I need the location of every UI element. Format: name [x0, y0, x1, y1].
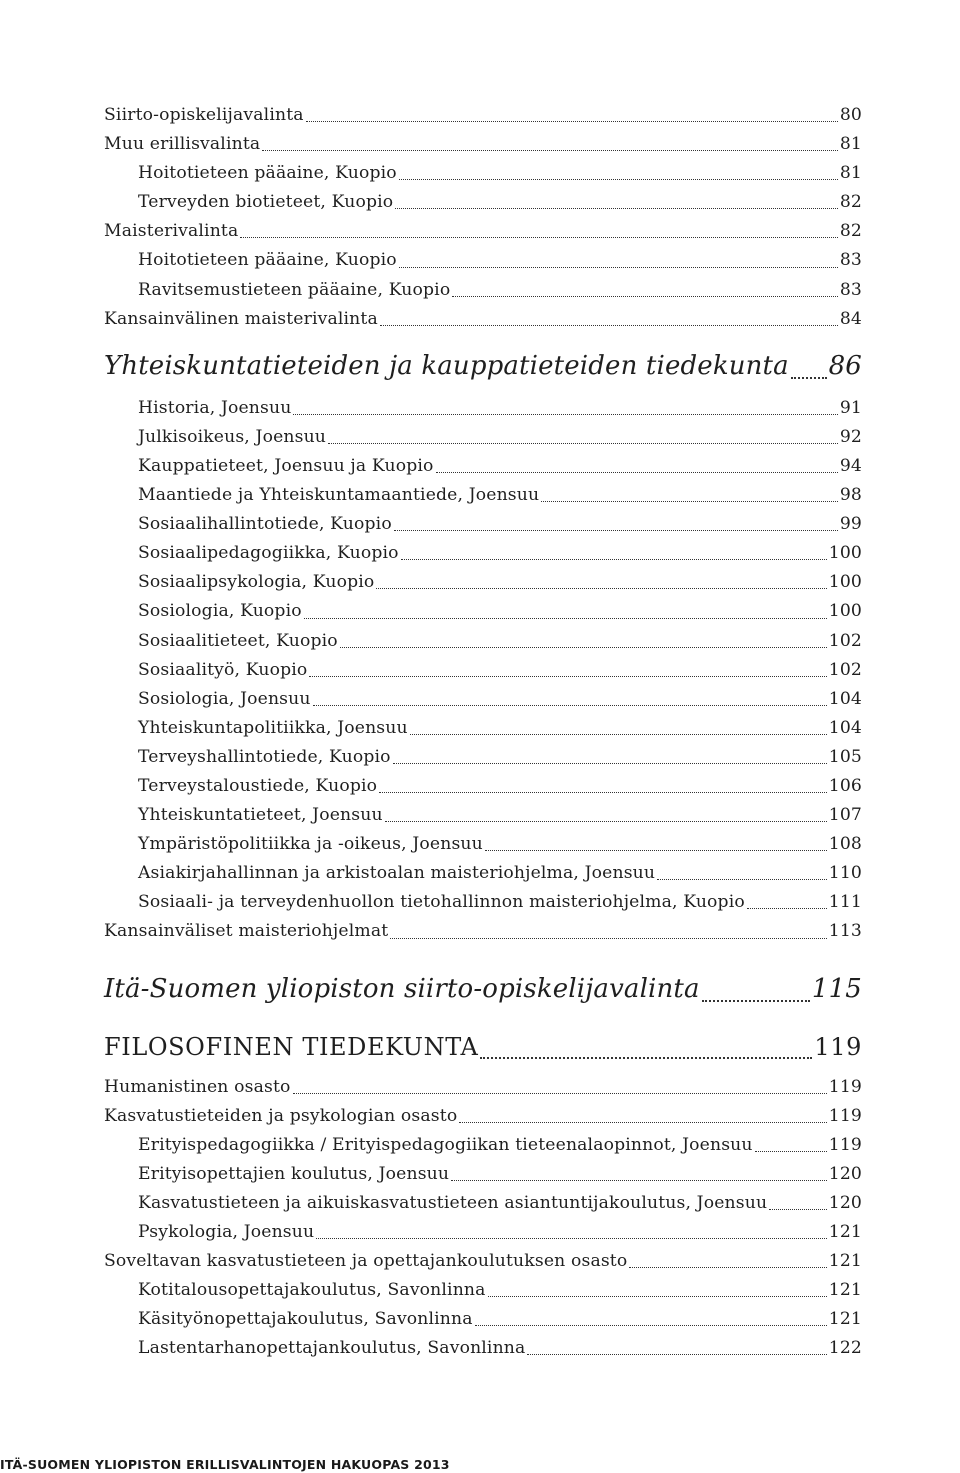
toc-entry: [104, 597, 862, 626]
toc-entry-title: Erityisopettajien koulutus, Joensuu: [138, 1163, 450, 1184]
dot-leader: [385, 801, 827, 830]
toc-page-number: 115: [811, 973, 862, 1004]
toc-entry: [104, 423, 862, 452]
dot-leader: [390, 917, 826, 946]
toc-entry-title: Siirto-opiskelijavalinta: [104, 105, 304, 125]
page-footer: ITÄ-SUOMEN YLIOPISTON ERILLISVALINTOJEN HAKUOPAS 2013: [0, 1457, 450, 1472]
toc-entry: [104, 801, 862, 830]
dot-leader: [313, 685, 827, 714]
dot-leader: [306, 101, 838, 130]
toc-entry: [104, 656, 862, 685]
dot-leader: [769, 1189, 827, 1218]
toc-page-number: 108: [828, 834, 862, 855]
toc-entry-title: Hoitotieteen pääaine, Kuopio: [138, 163, 397, 184]
toc-section-heading: [104, 338, 862, 394]
toc-entry-title: Kasvatustieteen ja aikuiskasvatustieteen asiantuntijakoulutus, Joensuu: [138, 1192, 768, 1213]
toc-entry-title: Sosiologia, Joensuu: [138, 688, 311, 709]
toc-entry-title: Kauppatieteet, Joensuu ja Kuopio: [138, 455, 434, 476]
toc-entry: [104, 888, 862, 917]
dot-leader: [340, 627, 827, 656]
toc-entry-title: Soveltavan kasvatustieteen ja opettajankoulutuksen osasto: [104, 1251, 628, 1272]
toc-page-number: 100: [828, 601, 862, 622]
dot-leader: [755, 1131, 827, 1160]
toc-entry-title: Asiakirjahallinnan ja arkistoalan maisteriohjelma, Joensuu: [138, 863, 656, 884]
toc-entry-title: Julkisoikeus, Joensuu: [138, 426, 327, 447]
toc-page-number: 122: [828, 1338, 862, 1359]
toc-entry: [104, 772, 862, 801]
toc-entry-title: Maisterivalinta: [104, 221, 239, 242]
toc-entry: [104, 394, 862, 423]
toc-page-number: 83: [839, 250, 862, 271]
toc-entry-title: Erityispedagogiikka / Erityispedagogiikan tieteenalaopinnot, Joensuu: [138, 1134, 753, 1155]
toc-entry: [104, 276, 862, 305]
toc-page-number: 120: [828, 1163, 862, 1184]
dot-leader: [485, 830, 827, 859]
toc-entry: [104, 539, 862, 568]
toc-entry-title: Humanistinen osasto: [104, 1076, 291, 1097]
dot-leader: [702, 961, 810, 1017]
dot-leader: [293, 394, 837, 423]
toc-page-number: 100: [828, 572, 862, 593]
toc-entry: [104, 917, 862, 946]
toc-entry: [104, 714, 862, 743]
toc-entry-title: Ympäristöpolitiikka ja -oikeus, Joensuu: [138, 834, 483, 855]
dot-leader: [328, 423, 838, 452]
toc-entry-title: FILOSOFINEN TIEDEKUNTA: [104, 1032, 479, 1061]
toc-entry-title: Terveyden biotieteet, Kuopio: [138, 192, 394, 213]
toc-entry: [104, 481, 862, 510]
dot-leader: [240, 217, 837, 246]
toc-entry-title: Sosiaalipsykologia, Kuopio: [138, 572, 375, 593]
dot-leader: [379, 772, 827, 801]
dot-leader: [452, 276, 838, 305]
toc-entry-title: Terveyshallintotiede, Kuopio: [138, 746, 391, 767]
toc-page-number: 121: [828, 1222, 862, 1242]
toc-entry: [104, 1247, 862, 1276]
toc-entry: [104, 743, 862, 772]
dot-leader: [293, 1073, 827, 1102]
toc-page-number: 82: [839, 221, 862, 242]
toc-page-number: 121: [828, 1309, 862, 1330]
toc-entry: [104, 1334, 862, 1363]
toc-page-number: 100: [828, 543, 862, 564]
toc-entry-title: Sosiaalihallintotiede, Kuopio: [138, 514, 392, 535]
toc-entry-title: Terveystaloustiede, Kuopio: [138, 775, 378, 796]
toc-entry: [104, 859, 862, 888]
toc-page-number: 111: [828, 892, 862, 913]
toc-entry-title: Hoitotieteen pääaine, Kuopio: [138, 250, 397, 271]
dot-leader: [541, 481, 838, 510]
dot-leader: [629, 1247, 826, 1276]
toc-entry: [104, 685, 862, 714]
toc-entry-title: Yhteiskuntapolitiikka, Joensuu: [138, 717, 408, 738]
toc-entry: [104, 246, 862, 275]
toc-entry: [104, 627, 862, 656]
toc-entry-title: Sosiaali- ja terveydenhuollon tietohallinnon maisteriohjelma, Kuopio: [138, 892, 745, 913]
toc-entry: [104, 188, 862, 217]
toc-entry-title: Lastentarhanopettajankoulutus, Savonlinna: [138, 1338, 526, 1359]
dot-leader: [410, 714, 827, 743]
toc-page-number: 83: [839, 279, 862, 300]
toc-page-number: 99: [839, 514, 862, 535]
toc-page-number: 102: [828, 659, 862, 680]
toc-page-number: 98: [839, 485, 862, 506]
toc-entry-title: Yhteiskuntatieteiden ja kauppatieteiden tiedekunta: [104, 350, 789, 381]
toc-page-number: 120: [828, 1192, 862, 1213]
toc-entry-title: Psykologia, Joensuu: [138, 1222, 315, 1242]
toc-section-heading: [104, 961, 862, 1017]
toc-entry: [104, 1073, 862, 1102]
dot-leader: [747, 888, 827, 917]
toc-page-number: 94: [839, 455, 862, 476]
toc-entry-title: Historia, Joensuu: [138, 397, 292, 418]
dot-leader: [262, 130, 838, 159]
toc-page-number: 119: [828, 1076, 862, 1097]
toc-page-number: 81: [839, 134, 862, 155]
toc-page-number: 113: [828, 921, 862, 942]
dot-leader: [459, 1102, 826, 1131]
dot-leader: [451, 1160, 827, 1189]
toc-entry: [104, 1102, 862, 1131]
toc-page-number: 91: [839, 397, 862, 418]
dot-leader: [380, 305, 838, 334]
dot-leader: [488, 1276, 827, 1305]
toc-page-number: 104: [828, 688, 862, 709]
toc-entry: [104, 159, 862, 188]
dot-leader: [394, 510, 838, 539]
toc-page-number: 107: [828, 805, 862, 826]
toc-entry-title: Kotitalousopettajakoulutus, Savonlinna: [138, 1280, 486, 1301]
toc-page-number: 106: [828, 775, 862, 796]
dot-leader: [401, 539, 827, 568]
toc-page-number: 92: [839, 426, 862, 447]
toc-page-number: 110: [828, 863, 862, 884]
toc-entry-title: Yhteiskuntatieteet, Joensuu: [138, 805, 383, 826]
dot-leader: [791, 338, 827, 394]
toc-entry: [104, 452, 862, 481]
toc-entry-title: Muu erillisvalinta: [104, 134, 261, 155]
toc-entry: [104, 1131, 862, 1160]
toc-page-number: 86: [828, 350, 862, 381]
toc-entry: [104, 101, 862, 130]
dot-leader: [527, 1334, 826, 1363]
toc-page-number: 82: [839, 192, 862, 213]
toc-page-number: 84: [839, 308, 862, 329]
toc-entry: [104, 568, 862, 597]
toc-entry: [104, 1189, 862, 1218]
dot-leader: [480, 1021, 812, 1073]
toc-entry: [104, 1218, 862, 1247]
toc-page-number: 104: [828, 717, 862, 738]
toc-page-number: 80: [839, 105, 862, 125]
toc-page-number: 102: [828, 630, 862, 651]
toc-section-heading: [104, 1021, 862, 1073]
toc-entry-title: Maantiede ja Yhteiskuntamaantiede, Joensuu: [138, 485, 540, 506]
toc-entry: [104, 510, 862, 539]
toc-entry: [104, 1276, 862, 1305]
toc-page-number: 81: [839, 163, 862, 184]
dot-leader: [393, 743, 827, 772]
toc-entry-title: Sosiaalipedagogiikka, Kuopio: [138, 543, 399, 564]
dot-leader: [436, 452, 838, 481]
toc-entry: [104, 305, 862, 334]
dot-leader: [395, 188, 838, 217]
toc-entry-title: Sosiaalityö, Kuopio: [138, 659, 308, 680]
dot-leader: [316, 1218, 827, 1247]
toc-page-number: 121: [828, 1280, 862, 1301]
toc-entry: [104, 1160, 862, 1189]
dot-leader: [475, 1305, 827, 1334]
dot-leader: [304, 597, 827, 626]
toc-entry-title: Sosiologia, Kuopio: [138, 601, 302, 622]
dot-leader: [399, 246, 838, 275]
toc-entry: [104, 217, 862, 246]
toc-entry-title: Sosiaalitieteet, Kuopio: [138, 630, 338, 651]
toc-entry: [104, 1305, 862, 1334]
toc-page-number: 119: [814, 1032, 862, 1061]
toc-entry-title: Kansainväliset maisteriohjelmat: [104, 921, 389, 942]
table-of-contents: [104, 101, 862, 1363]
toc-entry-title: Itä-Suomen yliopiston siirto-opiskelijavalinta: [104, 973, 700, 1004]
toc-entry-title: Käsityönopettajakoulutus, Savonlinna: [138, 1309, 473, 1330]
dot-leader: [376, 568, 826, 597]
toc-entry: [104, 830, 862, 859]
toc-entry: [104, 130, 862, 159]
toc-entry-title: Kansainvälinen maisterivalinta: [104, 308, 378, 329]
toc-page-number: 119: [828, 1134, 862, 1155]
toc-page-number: 105: [828, 746, 862, 767]
toc-page-number: 121: [828, 1251, 862, 1272]
toc-page-number: 119: [828, 1105, 862, 1126]
dot-leader: [399, 159, 838, 188]
toc-entry-title: Kasvatustieteiden ja psykologian osasto: [104, 1105, 458, 1126]
dot-leader: [657, 859, 827, 888]
toc-entry-title: Ravitsemustieteen pääaine, Kuopio: [138, 279, 451, 300]
dot-leader: [309, 656, 826, 685]
